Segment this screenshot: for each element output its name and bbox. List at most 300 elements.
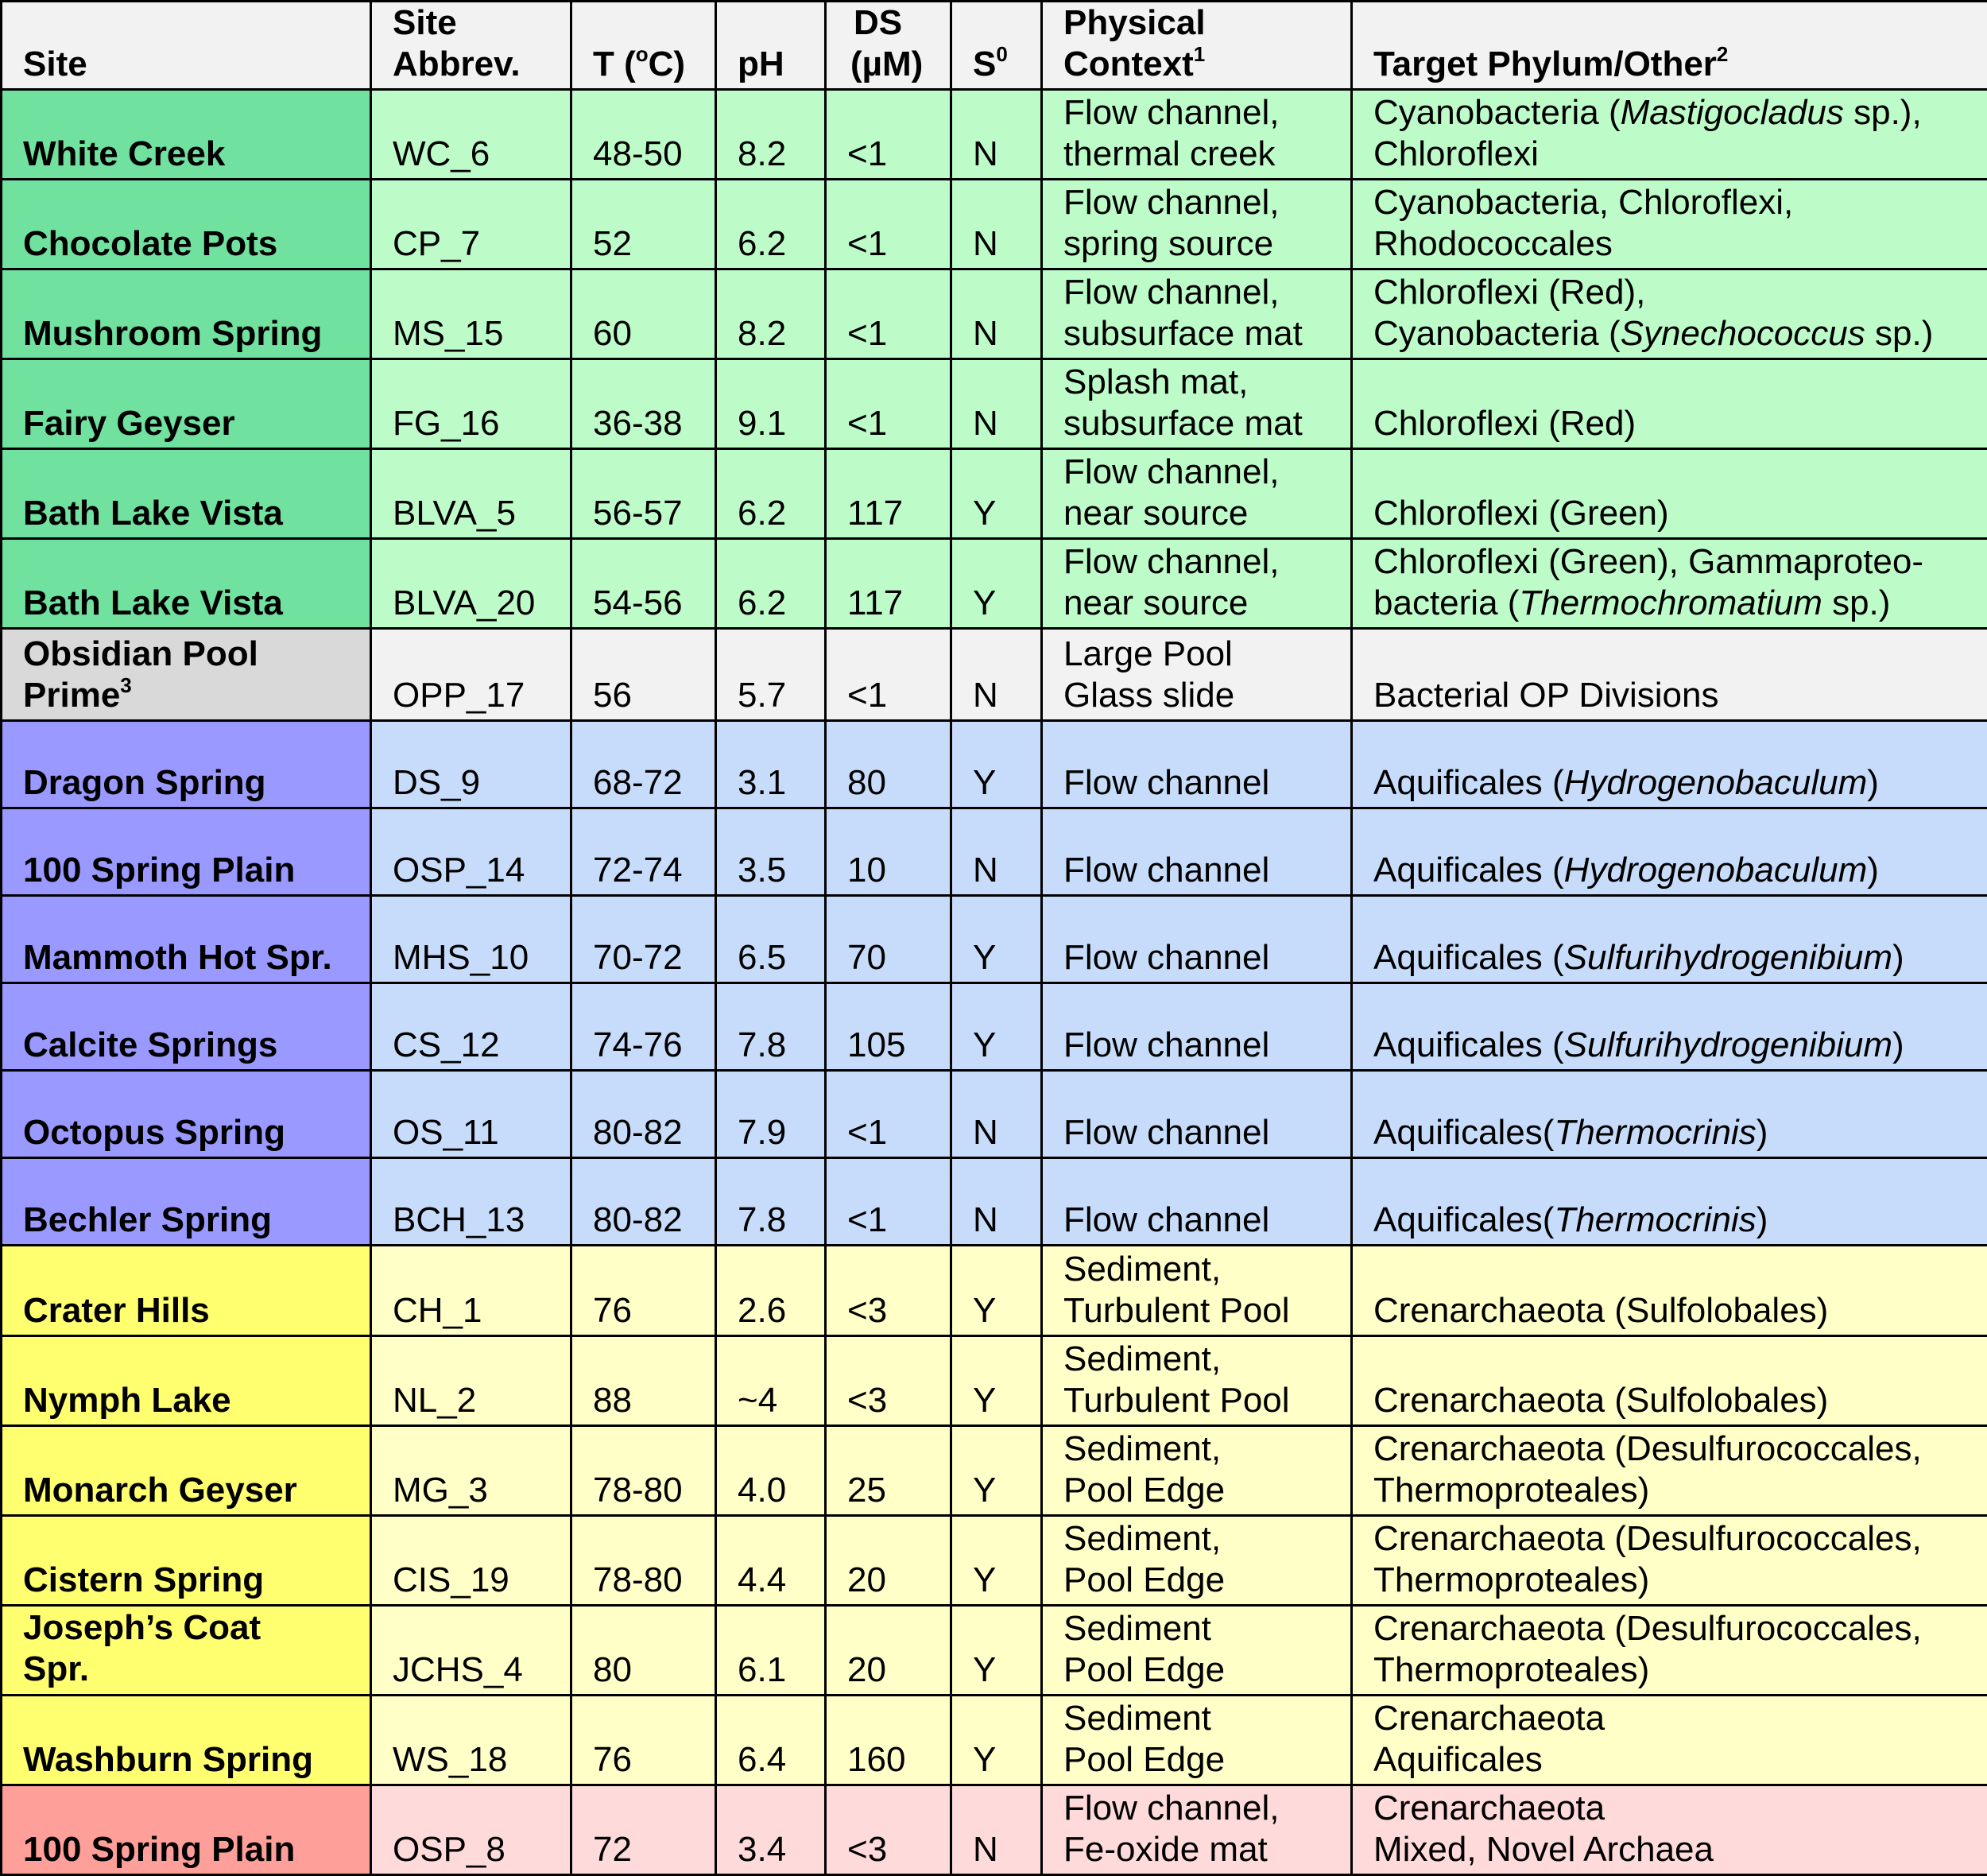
cell-ph bbox=[716, 1605, 826, 1695]
cell-text: WC_6 bbox=[393, 134, 490, 174]
cell-ds bbox=[826, 808, 951, 896]
cell-text: bacteria ( bbox=[1373, 583, 1520, 623]
cell-text: sp.) bbox=[1822, 583, 1891, 623]
cell-temp bbox=[571, 808, 716, 896]
cell-text: Glass slide bbox=[1063, 676, 1235, 715]
cell-text: Cyanobacteria ( bbox=[1373, 93, 1621, 133]
cell-temp bbox=[571, 269, 716, 359]
cell-abbrev bbox=[371, 1158, 571, 1246]
cell-s0 bbox=[951, 983, 1042, 1071]
cell-text: N bbox=[973, 676, 998, 715]
cell-text: Flow channel bbox=[1063, 1113, 1270, 1153]
cell-text: Mushroom Spring bbox=[23, 314, 323, 354]
cell-text: 4.0 bbox=[738, 1470, 787, 1510]
cell-s0 bbox=[951, 449, 1042, 539]
cell-text: Monarch Geyser bbox=[23, 1470, 297, 1510]
cell-ds bbox=[826, 269, 951, 359]
table-row bbox=[2, 983, 1987, 1071]
cell-text: 48-50 bbox=[593, 134, 683, 174]
cell-text: Fairy Geyser bbox=[23, 404, 235, 444]
cell-temp bbox=[571, 629, 716, 721]
cell-text: Y bbox=[973, 1649, 997, 1689]
header-site: Site bbox=[2, 2, 371, 90]
cell-text: 76 bbox=[593, 1739, 632, 1779]
cell-text: Y bbox=[973, 1560, 997, 1599]
cell-text: Sediment, bbox=[1063, 1339, 1222, 1378]
cell-abbrev bbox=[371, 1425, 571, 1515]
cell-ds bbox=[826, 896, 951, 983]
cell-ds bbox=[826, 90, 951, 180]
cell-target-phylum bbox=[1352, 1071, 1987, 1158]
cell-text: Aquificales ( bbox=[1373, 938, 1564, 978]
cell-text: Chloroflexi (Green), Gammaproteo- bbox=[1373, 542, 1924, 582]
cell-text: Joseph’s Coat bbox=[23, 1607, 261, 1647]
table-row bbox=[2, 721, 1987, 808]
cell-ds bbox=[826, 1246, 951, 1335]
taxon-name: Sulfurihydrogenibium bbox=[1563, 1025, 1893, 1065]
cell-text: MHS_10 bbox=[393, 938, 529, 978]
cell-abbrev bbox=[371, 1785, 571, 1874]
cell-text: Splash mat, bbox=[1063, 362, 1249, 402]
cell-temp bbox=[571, 1425, 716, 1515]
cell-text: N bbox=[973, 134, 998, 174]
cell-abbrev bbox=[371, 449, 571, 539]
cell-text: Chloroflexi (Red) bbox=[1373, 404, 1636, 444]
cell-text: near source bbox=[1063, 583, 1249, 623]
header-row bbox=[2, 2, 1987, 90]
table-row bbox=[2, 359, 1987, 449]
cell-text: <1 bbox=[847, 224, 888, 264]
header-physical-context: Physical Context$^1$ bbox=[1042, 2, 1352, 90]
cell-text: ~4 bbox=[738, 1380, 778, 1420]
cell-text: 4.4 bbox=[738, 1560, 787, 1599]
table-row bbox=[2, 269, 1987, 359]
cell-ph bbox=[716, 269, 826, 359]
cell-physical-context bbox=[1042, 629, 1352, 721]
cell-text: Aquificales( bbox=[1373, 1113, 1555, 1153]
cell-ph bbox=[716, 180, 826, 269]
cell-site bbox=[2, 180, 371, 269]
cell-text: <3 bbox=[847, 1290, 888, 1330]
cell-text: 6.2 bbox=[738, 494, 787, 533]
cell-text: <1 bbox=[847, 314, 888, 354]
cell-site bbox=[2, 721, 371, 808]
header-target-phylum: Target Phylum/Other$^2$ bbox=[1352, 2, 1987, 90]
cell-text: Y bbox=[973, 1470, 997, 1510]
cell-text: <1 bbox=[847, 676, 888, 715]
cell-target-phylum bbox=[1352, 721, 1987, 808]
cell-s0 bbox=[951, 1695, 1042, 1785]
cell-temp bbox=[571, 983, 716, 1071]
cell-text: 6.4 bbox=[738, 1739, 787, 1779]
cell-physical-context bbox=[1042, 359, 1352, 449]
cell-text: sp.), bbox=[1843, 93, 1922, 133]
cell-text: Sediment, bbox=[1063, 1428, 1222, 1468]
cell-text: 100 Spring Plain bbox=[23, 851, 296, 890]
cell-ph bbox=[716, 983, 826, 1071]
cell-text: 80 bbox=[847, 763, 886, 803]
cell-text: 74-76 bbox=[593, 1025, 683, 1065]
table-row bbox=[2, 449, 1987, 539]
cell-text: 78-80 bbox=[593, 1470, 683, 1510]
cell-text: Flow channel bbox=[1063, 1200, 1270, 1240]
cell-text: Y bbox=[973, 1739, 997, 1779]
cell-text: Pool Edge bbox=[1063, 1470, 1226, 1510]
cell-temp bbox=[571, 721, 716, 808]
cell-abbrev bbox=[371, 1246, 571, 1335]
cell-temp bbox=[571, 1246, 716, 1335]
cell-target-phylum bbox=[1352, 1246, 1987, 1335]
cell-text: Crenarchaeota (Desulfurococcales, bbox=[1373, 1608, 1922, 1648]
cell-text: OS_11 bbox=[393, 1113, 499, 1153]
cell-text: Sediment, bbox=[1063, 1518, 1222, 1558]
cell-text: Dragon Spring bbox=[23, 763, 266, 803]
cell-ph bbox=[716, 90, 826, 180]
cell-site bbox=[2, 629, 371, 721]
cell-temp bbox=[571, 1335, 716, 1425]
cell-ph bbox=[716, 896, 826, 983]
cell-text: BLVA_20 bbox=[393, 583, 536, 623]
cell-text: 3.1 bbox=[738, 763, 787, 803]
cell-text: Y bbox=[973, 583, 997, 623]
cell-text: 76 bbox=[593, 1290, 632, 1330]
cell-text: 105 bbox=[847, 1025, 906, 1065]
cell-temp bbox=[571, 90, 716, 180]
cell-physical-context bbox=[1042, 1785, 1352, 1874]
cell-text: 3.5 bbox=[738, 851, 787, 890]
cell-text: 36-38 bbox=[593, 404, 683, 444]
cell-s0 bbox=[951, 1158, 1042, 1246]
cell-text: 60 bbox=[593, 314, 632, 354]
cell-physical-context bbox=[1042, 1605, 1352, 1695]
cell-text: Turbulent Pool bbox=[1063, 1380, 1290, 1420]
cell-text: 100 Spring Plain bbox=[23, 1830, 296, 1869]
cell-temp bbox=[571, 359, 716, 449]
cell-target-phylum bbox=[1352, 269, 1987, 359]
cell-s0 bbox=[951, 629, 1042, 721]
cell-text: 70 bbox=[847, 938, 886, 978]
cell-text: CIS_19 bbox=[393, 1560, 509, 1599]
cell-text: Pool Edge bbox=[1063, 1560, 1226, 1599]
cell-text: 8.2 bbox=[738, 314, 787, 354]
cell-physical-context bbox=[1042, 896, 1352, 983]
cell-site bbox=[2, 1335, 371, 1425]
cell-text: 7.8 bbox=[738, 1025, 787, 1065]
cell-text: JCHS_4 bbox=[393, 1649, 523, 1689]
cell-text: Crenarchaeota bbox=[1373, 1789, 1605, 1828]
cell-text: Aquificales ( bbox=[1373, 763, 1564, 803]
table-row bbox=[2, 808, 1987, 896]
taxon-name: Thermochromatium bbox=[1519, 583, 1822, 623]
cell-target-phylum bbox=[1352, 539, 1987, 629]
cell-text: 117 bbox=[847, 583, 904, 623]
cell-text: Chloroflexi bbox=[1373, 134, 1539, 174]
cell-text: 25 bbox=[847, 1470, 886, 1510]
table-row bbox=[2, 1785, 1987, 1874]
cell-ph bbox=[716, 629, 826, 721]
cell-text: sp.) bbox=[1865, 314, 1934, 354]
cell-text: OSP_14 bbox=[393, 851, 525, 890]
cell-text: 6.2 bbox=[738, 583, 787, 623]
cell-ph bbox=[716, 1335, 826, 1425]
cell-text: Pool Edge bbox=[1063, 1739, 1226, 1779]
cell-target-phylum bbox=[1352, 1158, 1987, 1246]
header-ph: pH bbox=[716, 2, 826, 90]
cell-physical-context bbox=[1042, 269, 1352, 359]
table-body bbox=[2, 90, 1987, 1875]
cell-text: Flow channel, bbox=[1063, 183, 1280, 223]
cell-site bbox=[2, 269, 371, 359]
cell-site bbox=[2, 539, 371, 629]
table-row bbox=[2, 629, 1987, 721]
cell-text: N bbox=[973, 1830, 998, 1869]
cell-text: Chocolate Pots bbox=[23, 224, 278, 264]
cell-site bbox=[2, 808, 371, 896]
cell-site bbox=[2, 1158, 371, 1246]
cell-ph bbox=[716, 1695, 826, 1785]
cell-target-phylum bbox=[1352, 629, 1987, 721]
cell-s0 bbox=[951, 1605, 1042, 1695]
cell-text: 9.1 bbox=[738, 404, 787, 444]
cell-ph bbox=[716, 539, 826, 629]
cell-site bbox=[2, 1246, 371, 1335]
cell-temp bbox=[571, 180, 716, 269]
cell-text: Mixed, Novel Archaea bbox=[1373, 1830, 1714, 1869]
cell-text: 20 bbox=[847, 1649, 886, 1689]
cell-ds bbox=[826, 1425, 951, 1515]
table-row bbox=[2, 90, 1987, 180]
cell-text: Flow channel bbox=[1063, 763, 1270, 803]
cell-text: CS_12 bbox=[393, 1025, 500, 1065]
cell-text: <3 bbox=[847, 1830, 888, 1869]
cell-temp bbox=[571, 1515, 716, 1605]
cell-text: 80-82 bbox=[593, 1200, 683, 1240]
cell-ds bbox=[826, 1071, 951, 1158]
cell-text: ) bbox=[1867, 851, 1879, 890]
cell-text: Octopus Spring bbox=[23, 1113, 285, 1153]
cell-text: Sediment, bbox=[1063, 1249, 1222, 1289]
cell-text: Aquificales( bbox=[1373, 1200, 1555, 1240]
cell-text: Y bbox=[973, 763, 997, 803]
cell-physical-context bbox=[1042, 1071, 1352, 1158]
cell-ds bbox=[826, 1695, 951, 1785]
cell-ds bbox=[826, 539, 951, 629]
cell-text: Bath Lake Vista bbox=[23, 494, 283, 533]
cell-text: MG_3 bbox=[393, 1470, 488, 1510]
cell-text: 6.1 bbox=[738, 1649, 787, 1689]
cell-ph bbox=[716, 721, 826, 808]
cell-text: Bechler Spring bbox=[23, 1200, 272, 1240]
cell-physical-context bbox=[1042, 721, 1352, 808]
cell-physical-context bbox=[1042, 1335, 1352, 1425]
cell-physical-context bbox=[1042, 1425, 1352, 1515]
cell-site bbox=[2, 1785, 371, 1874]
cell-ds bbox=[826, 1785, 951, 1874]
cell-text: ) bbox=[1867, 763, 1879, 803]
taxon-name: Sulfurihydrogenibium bbox=[1563, 938, 1893, 978]
cell-text: N bbox=[973, 1200, 998, 1240]
taxon-name: Thermocrinis bbox=[1554, 1113, 1757, 1153]
cell-text: Crenarchaeota (Sulfolobales) bbox=[1373, 1290, 1829, 1330]
cell-text: Crenarchaeota (Sulfolobales) bbox=[1373, 1380, 1829, 1420]
cell-text: Flow channel, bbox=[1063, 452, 1280, 492]
cell-text: spring source bbox=[1063, 224, 1274, 264]
cell-text: 80 bbox=[593, 1649, 632, 1689]
cell-text: Aquificales ( bbox=[1373, 1025, 1564, 1065]
cell-text: Cistern Spring bbox=[23, 1560, 265, 1599]
cell-text: Crenarchaeota (Desulfurococcales, bbox=[1373, 1518, 1922, 1558]
header-temp: T ($^o$C) bbox=[571, 2, 716, 90]
cell-text: 72-74 bbox=[593, 851, 683, 890]
cell-text: WS_18 bbox=[393, 1739, 508, 1779]
cell-s0 bbox=[951, 1071, 1042, 1158]
taxon-name: Mastigocladus bbox=[1620, 93, 1844, 133]
cell-text: 54-56 bbox=[593, 583, 683, 623]
cell-text: Y bbox=[973, 494, 997, 533]
cell-site bbox=[2, 1071, 371, 1158]
cell-text: Flow channel, bbox=[1063, 93, 1280, 133]
table-row bbox=[2, 1695, 1987, 1785]
cell-ph bbox=[716, 1785, 826, 1874]
cell-site bbox=[2, 1425, 371, 1515]
cell-text: Obsidian Pool bbox=[23, 634, 258, 674]
header-ds: DS (µM) bbox=[826, 2, 951, 90]
cell-text: Flow channel, bbox=[1063, 1789, 1280, 1828]
cell-text: OSP_8 bbox=[393, 1830, 505, 1869]
cell-temp bbox=[571, 1071, 716, 1158]
cell-text: <3 bbox=[847, 1380, 888, 1420]
cell-ph bbox=[716, 1246, 826, 1335]
cell-target-phylum bbox=[1352, 359, 1987, 449]
cell-text: Calcite Springs bbox=[23, 1025, 278, 1065]
table-row bbox=[2, 180, 1987, 269]
cell-text: N bbox=[973, 224, 998, 264]
cell-physical-context bbox=[1042, 180, 1352, 269]
cell-target-phylum bbox=[1352, 1335, 1987, 1425]
cell-text: Crenarchaeota bbox=[1373, 1698, 1605, 1738]
cell-s0 bbox=[951, 90, 1042, 180]
cell-abbrev bbox=[371, 1071, 571, 1158]
cell-site bbox=[2, 896, 371, 983]
cell-text: 68-72 bbox=[593, 763, 683, 803]
cell-s0 bbox=[951, 1515, 1042, 1605]
cell-ph bbox=[716, 1158, 826, 1246]
cell-text: 56-57 bbox=[593, 494, 683, 533]
cell-text: 7.9 bbox=[738, 1113, 787, 1153]
cell-text: OPP_17 bbox=[393, 676, 525, 715]
cell-text: Nymph Lake bbox=[23, 1380, 231, 1420]
cell-text: 78-80 bbox=[593, 1560, 683, 1599]
cell-abbrev bbox=[371, 90, 571, 180]
cell-text: Prime bbox=[23, 676, 121, 715]
cell-temp bbox=[571, 1605, 716, 1695]
header-abbrev: Site Abbrev. bbox=[371, 2, 571, 90]
cell-text: White Creek bbox=[23, 134, 226, 174]
cell-temp bbox=[571, 449, 716, 539]
cell-text: 8.2 bbox=[738, 134, 787, 174]
cell-s0 bbox=[951, 896, 1042, 983]
cell-target-phylum bbox=[1352, 449, 1987, 539]
cell-text: Y bbox=[973, 1380, 997, 1420]
cell-site bbox=[2, 449, 371, 539]
cell-abbrev bbox=[371, 721, 571, 808]
taxon-name: Thermocrinis bbox=[1554, 1200, 1757, 1240]
cell-text: BCH_13 bbox=[393, 1200, 525, 1240]
cell-text: subsurface mat bbox=[1063, 404, 1303, 444]
cell-text: Y bbox=[973, 1290, 997, 1330]
cell-ds bbox=[826, 180, 951, 269]
cell-ph bbox=[716, 1515, 826, 1605]
cell-target-phylum bbox=[1352, 983, 1987, 1071]
cell-target-phylum bbox=[1352, 1785, 1987, 1874]
cell-abbrev bbox=[371, 359, 571, 449]
cell-abbrev bbox=[371, 269, 571, 359]
cell-text: ) bbox=[1892, 1025, 1904, 1065]
cell-target-phylum bbox=[1352, 1605, 1987, 1695]
cell-text: 3.4 bbox=[738, 1830, 787, 1869]
cell-text: ) bbox=[1756, 1113, 1768, 1153]
cell-text: N bbox=[973, 851, 998, 890]
cell-text: 160 bbox=[847, 1739, 906, 1779]
cell-abbrev bbox=[371, 896, 571, 983]
cell-text: <1 bbox=[847, 134, 888, 174]
cell-text: 6.2 bbox=[738, 224, 787, 264]
table-row bbox=[2, 1425, 1987, 1515]
cell-text: Large Pool bbox=[1063, 634, 1233, 674]
cell-physical-context bbox=[1042, 539, 1352, 629]
cell-text: 2.6 bbox=[738, 1290, 787, 1330]
cell-text: 88 bbox=[593, 1380, 632, 1420]
cell-s0 bbox=[951, 539, 1042, 629]
cell-ds bbox=[826, 1605, 951, 1695]
cell-text: Fe-oxide mat bbox=[1063, 1830, 1268, 1869]
cell-physical-context bbox=[1042, 1158, 1352, 1246]
cell-text: Thermoproteales) bbox=[1373, 1560, 1650, 1599]
cell-text: 80-82 bbox=[593, 1113, 683, 1153]
cell-text: Turbulent Pool bbox=[1063, 1290, 1290, 1330]
cell-site bbox=[2, 1605, 371, 1695]
cell-temp bbox=[571, 1785, 716, 1874]
cell-text: Aquificales ( bbox=[1373, 851, 1564, 890]
cell-site bbox=[2, 1515, 371, 1605]
cell-site bbox=[2, 90, 371, 180]
cell-target-phylum bbox=[1352, 1425, 1987, 1515]
table-row bbox=[2, 896, 1987, 983]
table-row bbox=[2, 1605, 1987, 1695]
cell-ph bbox=[716, 1425, 826, 1515]
taxon-name: Hydrogenobaculum bbox=[1563, 763, 1868, 803]
cell-text: Chloroflexi (Green) bbox=[1373, 494, 1669, 533]
table-row bbox=[2, 1515, 1987, 1605]
cell-text: 72 bbox=[593, 1830, 632, 1869]
cell-abbrev bbox=[371, 629, 571, 721]
table-row bbox=[2, 539, 1987, 629]
cell-abbrev bbox=[371, 1515, 571, 1605]
cell-text: N bbox=[973, 1113, 998, 1153]
cell-temp bbox=[571, 1695, 716, 1785]
cell-text: Flow channel, bbox=[1063, 542, 1280, 582]
cell-abbrev bbox=[371, 983, 571, 1071]
cell-text: N bbox=[973, 314, 998, 354]
cell-text: 52 bbox=[593, 224, 632, 264]
cell-text: subsurface mat bbox=[1063, 314, 1303, 354]
table-row bbox=[2, 1246, 1987, 1335]
cell-ds bbox=[826, 983, 951, 1071]
cell-text: 20 bbox=[847, 1560, 886, 1599]
cell-abbrev bbox=[371, 539, 571, 629]
cell-target-phylum bbox=[1352, 90, 1987, 180]
table-row bbox=[2, 1158, 1987, 1246]
